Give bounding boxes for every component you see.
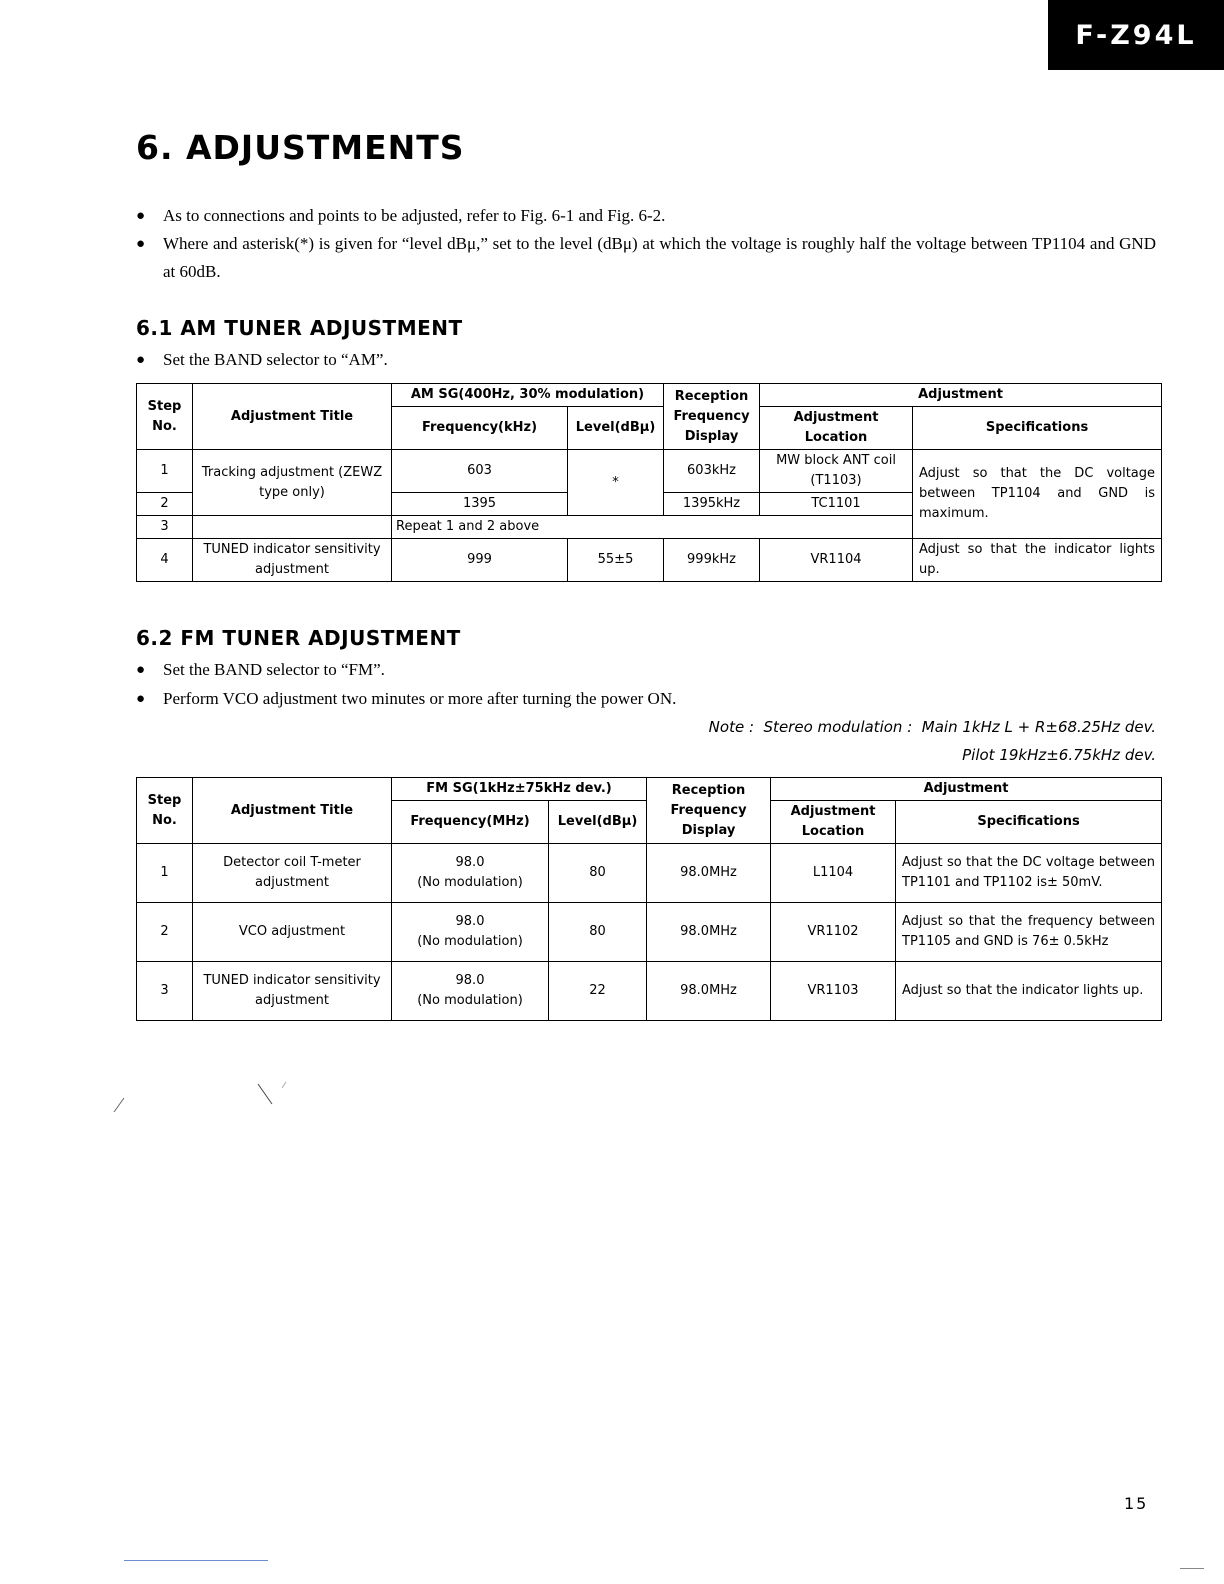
am-frequency-1: 603	[392, 450, 568, 493]
am-header-step: Step No.	[137, 384, 193, 450]
am-adjustment-table	[136, 383, 1162, 582]
scan-underline-mark	[124, 1560, 268, 1561]
am-header-frequency: Frequency(kHz)	[392, 407, 568, 450]
table-row	[137, 962, 1162, 1021]
fm-step-3: 3	[137, 962, 193, 1021]
am-location-1: MW block ANT coil (T1103)	[760, 450, 913, 493]
fm-header-reception: Reception Frequency Display	[647, 778, 771, 844]
fm-modulation-3: (No modulation)	[417, 993, 523, 1008]
table-row	[137, 844, 1162, 903]
fm-header-location: Adjustment Location	[771, 801, 896, 844]
fm-display-1: 98.0MHz	[647, 844, 771, 903]
intro-bullet-asterisk: ● Where and asterisk(*) is given for “level dBμ,” set to the level (dBμ) at which the voltage is roughly half the voltage between TP1104 and GND at 60dB.	[136, 230, 1156, 286]
am-step-3: 3	[137, 516, 193, 539]
fm-level-1: 80	[549, 844, 647, 903]
fm-adjustment-table	[136, 777, 1162, 1021]
fm-header-sg: FM SG(1kHz±75kHz dev.)	[392, 778, 647, 801]
am-step-1: 1	[137, 450, 193, 493]
am-location-2: TC1101	[760, 493, 913, 516]
fm-band-bullet: ● Set the BAND selector to “FM”.	[136, 656, 1156, 684]
am-header-reception: Reception Frequency Display	[664, 384, 760, 450]
fm-title-2: VCO adjustment	[193, 903, 392, 962]
fm-step-1: 1	[137, 844, 193, 903]
fm-level-3: 22	[549, 962, 647, 1021]
fm-note-line-2: Pilot 19kHz±6.75kHz dev.	[962, 746, 1156, 764]
am-display-4: 999kHz	[664, 539, 760, 582]
fm-frequency-value-2: 98.0	[455, 914, 485, 929]
am-header-level: Level(dBμ)	[568, 407, 664, 450]
am-header-specifications: Specifications	[913, 407, 1162, 450]
am-display-1: 603kHz	[664, 450, 760, 493]
fm-header-frequency: Frequency(MHz)	[392, 801, 549, 844]
fm-frequency-2	[392, 903, 549, 962]
fm-frequency-value-1: 98.0	[455, 855, 485, 870]
fm-header-specifications: Specifications	[896, 801, 1162, 844]
am-step-2: 2	[137, 493, 193, 516]
fm-note-line-1: Note : Stereo modulation : Main 1kHz L + R±68.25Hz dev.	[708, 718, 1156, 736]
fm-section-title: 6.2 FM TUNER ADJUSTMENT	[136, 626, 461, 650]
am-band-bullet: ● Set the BAND selector to “AM”.	[136, 346, 1156, 374]
am-header-title: Adjustment Title	[193, 384, 392, 450]
fm-level-2: 80	[549, 903, 647, 962]
fm-display-3: 98.0MHz	[647, 962, 771, 1021]
fm-frequency-1	[392, 844, 549, 903]
am-step-4: 4	[137, 539, 193, 582]
am-spec-tuned: Adjust so that the indicator lights up.	[913, 539, 1162, 582]
am-frequency-4: 999	[392, 539, 568, 582]
intro-bullet-connections: ● As to connections and points to be adjusted, refer to Fig. 6-1 and Fig. 6-2.	[136, 202, 1156, 230]
table-row	[137, 539, 1162, 582]
am-title-tuned: TUNED indicator sensitivity adjustment	[193, 539, 392, 582]
am-header-location: Adjustment Location	[760, 407, 913, 450]
am-frequency-2: 1395	[392, 493, 568, 516]
fm-header-title: Adjustment Title	[193, 778, 392, 844]
fm-spec-2: Adjust so that the frequency between TP1105 and GND is 76± 0.5kHz	[896, 903, 1162, 962]
am-header-adjustment: Adjustment	[760, 384, 1162, 407]
table-row	[137, 903, 1162, 962]
am-level-4: 55±5	[568, 539, 664, 582]
fm-header-step: Step No.	[137, 778, 193, 844]
am-title-tracking: Tracking adjustment (ZEWZ type only)	[193, 450, 392, 516]
fm-title-1: Detector coil T-meter adjustment	[193, 844, 392, 903]
fm-header-adjustment: Adjustment	[771, 778, 1162, 801]
fm-location-3: VR1103	[771, 962, 896, 1021]
fm-step-2: 2	[137, 903, 193, 962]
am-header-sg: AM SG(400Hz, 30% modulation)	[392, 384, 664, 407]
fm-display-2: 98.0MHz	[647, 903, 771, 962]
am-repeat-note: Repeat 1 and 2 above	[392, 516, 913, 539]
fm-location-2: VR1102	[771, 903, 896, 962]
am-location-4: VR1104	[760, 539, 913, 582]
fm-modulation-2: (No modulation)	[417, 934, 523, 949]
am-spec-tracking: Adjust so that the DC voltage between TP1104 and GND is maximum.	[913, 450, 1162, 539]
am-display-2: 1395kHz	[664, 493, 760, 516]
fm-vco-bullet: ● Perform VCO adjustment two minutes or more after turning the power ON.	[136, 685, 1156, 713]
fm-header-level: Level(dBμ)	[549, 801, 647, 844]
page-number: 15	[1124, 1494, 1149, 1513]
page-title: 6. ADJUSTMENTS	[136, 128, 465, 167]
fm-title-3: TUNED indicator sensitivity adjustment	[193, 962, 392, 1021]
table-row	[137, 450, 1162, 493]
fm-spec-3: Adjust so that the indicator lights up.	[896, 962, 1162, 1021]
fm-spec-1: Adjust so that the DC voltage between TP1101 and TP1102 is± 50mV.	[896, 844, 1162, 903]
scan-artifact-strokes	[110, 1078, 300, 1118]
am-step-3-blank	[193, 516, 392, 539]
fm-location-1: L1104	[771, 844, 896, 903]
model-badge: F-Z94L	[1048, 0, 1224, 70]
am-level-asterisk: *	[568, 450, 664, 516]
fm-frequency-3	[392, 962, 549, 1021]
scan-corner-mark	[1180, 1568, 1204, 1569]
fm-modulation-1: (No modulation)	[417, 875, 523, 890]
am-section-title: 6.1 AM TUNER ADJUSTMENT	[136, 316, 463, 340]
fm-frequency-value-3: 98.0	[455, 973, 485, 988]
